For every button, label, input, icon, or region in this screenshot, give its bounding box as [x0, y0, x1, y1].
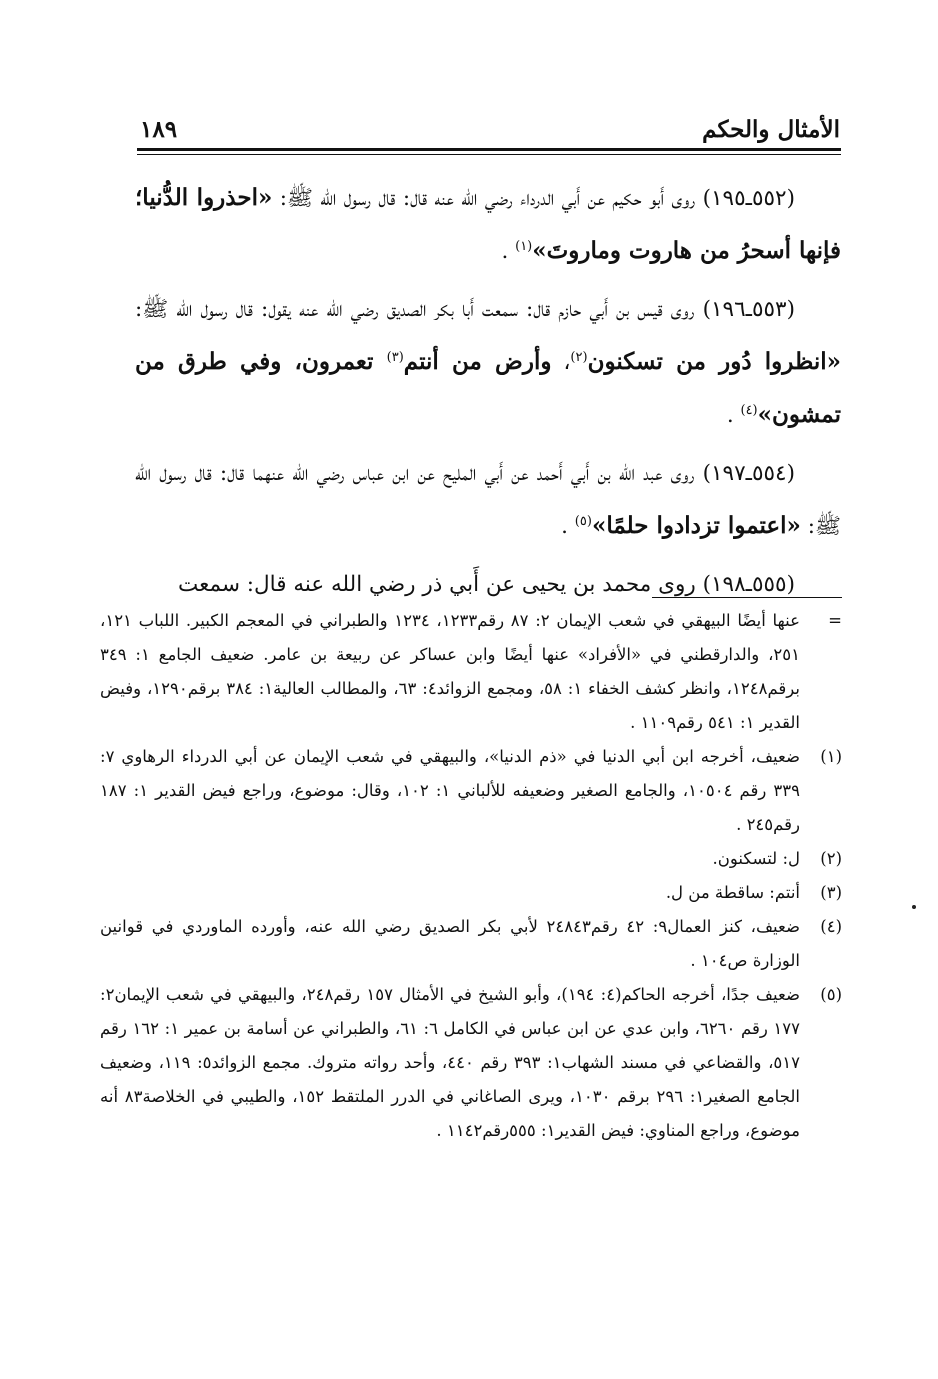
hadith-text: «اعتموا تزدادوا حلمًا» [591, 512, 801, 539]
paragraph-end: . [726, 403, 741, 428]
paragraph-554 [135, 448, 841, 553]
running-title: الأمثال والحكم [702, 115, 840, 143]
paragraph-553 [135, 284, 841, 442]
hadith-text: «انظروا دُور من تسكنون [587, 348, 841, 375]
footnote-continued [100, 604, 842, 740]
footnote-text: ضعيف، كنز العمال٩: ٤٢ رقم٢٤٨٤٣ لأبي بكر الصديق رضي الله عنه، وأورده الماوردي في قوانين الوزارة ص١٠٤ . [100, 917, 800, 970]
footnote-ref-5[interactable]: (٥) [574, 513, 592, 529]
header-rule-thick [137, 148, 841, 151]
page-header [140, 112, 840, 146]
paragraph-552 [135, 172, 841, 278]
footnote-3 [100, 876, 842, 910]
footnote-mark: (٢) [820, 849, 842, 868]
footnote-text: ضعيف، أخرجه ابن أبي الدنيا في «ذم الدنيا»، والبيهقي في شعب الإيمان عن أبي الدرداء الرهاوي ٧: ٣٣٩ رقم ١٠٥٠٤، والجامع الصغير وضعيفه للألباني ١: ١٠٢، وقال: موضوع، وراجع فيض القدير ١: ١٨٧ رقم٢٤٥ . [100, 747, 800, 834]
paragraph-lead: (٥٥٢ـ١٩٥) روى أَبو حكيم عن أَبي الدرداء رضي الله عنه قال: قال رسول الله ﷺ: [272, 186, 795, 211]
paragraph-lead: (٥٥٥ـ١٩٨) روى محمد بن يحيى عن أَبي ذر رضي الله عنه قال: سمعت [178, 572, 795, 597]
paragraph-lead: (٥٥٤ـ١٩٧) روى عبد الله بن أَبي أَحمد عن أَبي المليح عن ابن عباس رضي الله عنهما قال: قال رسول الله ﷺ: [135, 461, 841, 539]
main-text [135, 172, 841, 617]
footnote-4 [100, 910, 842, 978]
hadith-text-3: تعمرون، وفي طرق من تمشون» [135, 348, 841, 428]
paragraph-lead: (٥٥٣ـ١٩٦) روى قيس بن أَبي حازم قال: سمعت أَبا بكر الصديق رضي الله عنه يقول: قال رسول الله ﷺ: [135, 297, 795, 322]
footnote-mark: (٥) [820, 985, 842, 1004]
footnote-text: ضعيف جدًا، أخرجه الحاكم(٤: ١٩٤)، وأبو الشيخ في الأمثال ١٥٧ رقم٢٤٨، والبيهقي في شعب الإيمان٢: ١٧٧ رقم ٦٢٦٠، وابن عدي عن ابن عباس في الكامل ٦: ٦١، والطبراني عن أسامة بن عمير ١: ١٦٢ رقم ٥١٧، والقضاعي في مسند الشهاب١: ٣٩٣ رقم ٤٤٠، وأحد رواته متروك. مجمع الزوائد٥: ١١٩، وضعيف الجامع الصغير١: ٢٩٦ برقم ١٠٣٠، ويرى الصاغاني في الدرر الملتقط ١٥٢، والطيبي في الخلاصة٨٣ أنه موضوع، وراجع المناوي: فيض القدير١: ٥٥٥رقم١١٤٢ . [100, 985, 801, 1140]
footnote-separator [652, 597, 842, 598]
hadith-text: «احذروا الدُّنيا؛ فإنها أسحرُ من هاروت وماروتَ» [135, 184, 841, 264]
footnotes [100, 604, 842, 1148]
paragraph-tail: . [501, 239, 516, 264]
footnote-ref-1[interactable]: (١) [515, 238, 533, 254]
footnote-text: ل: لتسكنون. [712, 849, 800, 868]
footnote-mark: (١) [820, 747, 842, 766]
paragraph-tail: . [561, 514, 575, 539]
footnote-ref-4[interactable]: (٤) [740, 402, 758, 418]
footnote-mark: (٣) [820, 883, 842, 902]
footnote-text: أنتم: ساقطة من ل. [665, 883, 800, 902]
footnote-mark: (٤) [820, 917, 842, 936]
page-number: ١٨٩ [140, 115, 178, 143]
footnote-ref-2[interactable]: (٢) [570, 349, 588, 365]
hadith-text-2: وأرض من أنتم [403, 348, 552, 375]
footnote-ref-3[interactable]: (٣) [386, 349, 404, 365]
footnote-text: عنها أيضًا البيهقي في شعب الإيمان ٢: ٨٧ رقم١٢٣٣، ١٢٣٤ والطبراني في المعجم الكبير. اللباب ١٢١، ٢٥١، والدارقطني في «الأفراد» عنها أيضًا وابن عساكر عن ربيعة بن عامر. ضعيف الجامع ١: ٣٤٩ برقم١٢٤٨، وانظر كشف الخفاء ١: ٥٨، ومجمع الزوائد٤: ٦٣، والمطالب العالية١: ٣٨٤ برقم١٢٩٠، وفيض القدير ١: ٥٤١ رقم١١٠٩ . [100, 611, 801, 732]
footnote-mark: = [828, 611, 842, 630]
footnote-1 [100, 740, 842, 842]
scan-speck [912, 905, 916, 909]
paragraph-mid: ، [551, 350, 571, 375]
footnote-2 [100, 842, 842, 876]
header-rule-thin [137, 154, 841, 155]
footnote-5 [100, 978, 842, 1148]
